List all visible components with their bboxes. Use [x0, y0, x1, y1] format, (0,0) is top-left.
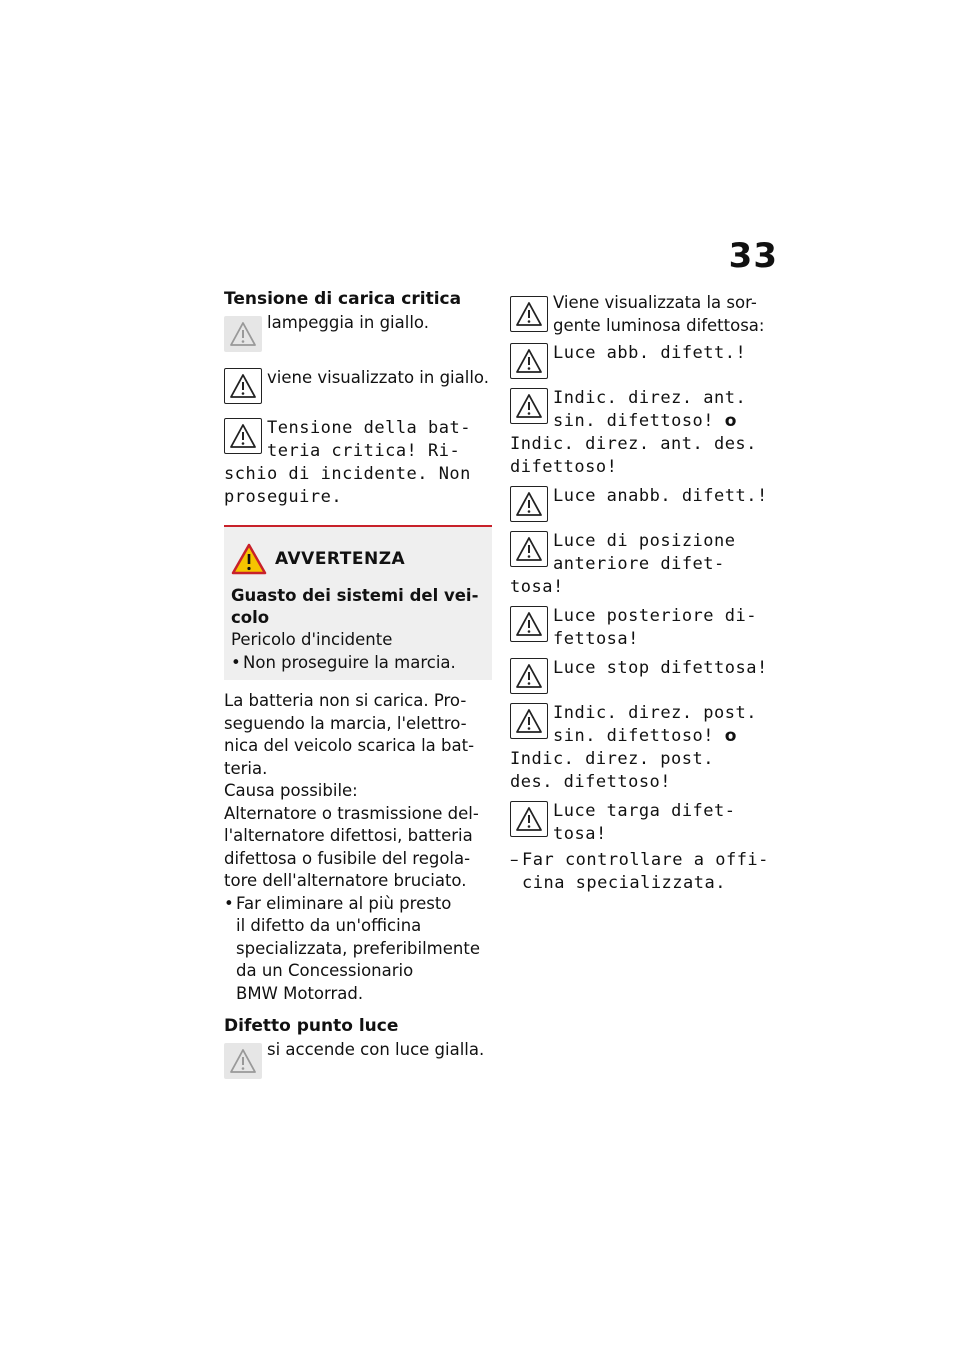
display-message-battery: Tensione della bat- teria critica! Ri- schio di incidente. Non proseguire. [224, 418, 471, 507]
warning-triangle-icon [224, 418, 262, 454]
warning-triangle-icon [510, 296, 548, 332]
warning-triangle-icon [510, 343, 548, 379]
warning-triangle-icon [510, 658, 548, 694]
display-message: Luce posteriore di- fettosa! [510, 602, 785, 651]
warning-triangle-icon [510, 703, 548, 739]
display-message: Luce targa difet- tosa! [510, 797, 785, 846]
body-text: La batteria non si carica. Pro- seguendo la marcia, l'elettro- nica del veicolo scarica la bat- teria. Causa possibile: Alternatore o trasmissione del- l'alternatore difettosi, batteria difettosa o fusibile del regola- tore dell'alternatore bruciato. [224, 691, 479, 890]
message-list [510, 339, 785, 846]
display-message: Luce stop difettosa! [510, 654, 785, 696]
warning-triangle-icon [510, 801, 548, 837]
page-number: 33 [728, 236, 778, 276]
display-message: Luce di posizione anteriore difet- tosa! [510, 531, 736, 597]
final-instruction: – Far controllare a offi- cina specializzata. [510, 849, 785, 895]
display-message: Luce anabb. difett.! [510, 482, 785, 524]
warning-triangle-icon [510, 606, 548, 642]
indicator-row-blinking: lampeggia in giallo. [224, 312, 492, 354]
warning-box [224, 525, 492, 680]
warning-triangle-icon [510, 531, 548, 567]
warning-triangle-icon [224, 316, 262, 352]
warning-triangle-icon [224, 368, 262, 404]
warning-triangle-icon [510, 388, 548, 424]
warning-bullet: • Non proseguire la marcia. [231, 652, 484, 675]
warning-triangle-icon [510, 486, 548, 522]
indicator-row-yellow: si accende con luce gialla. [224, 1039, 492, 1081]
section-heading-light: Difetto punto luce [224, 1016, 399, 1036]
warning-risk: Pericolo d'incidente [231, 630, 393, 649]
display-message: Indic. direz. post. sin. difettoso! o Indic. direz. post. des. difettoso! [510, 703, 757, 792]
action-bullet: • Far eliminare al più presto il difetto da un'officina specializzata, preferibilmente da un Concessionario BMW Motorrad. [224, 893, 492, 1006]
right-column [510, 292, 785, 895]
display-message: Indic. direz. ant. sin. difettoso! o Indic. direz. ant. des. difettoso! [510, 388, 757, 477]
warning-triangle-icon [231, 543, 267, 575]
warning-subtitle: Guasto dei sistemi del vei- colo [231, 586, 479, 627]
warning-triangle-icon [224, 1043, 262, 1079]
indicator-row-displayed: viene visualizzato in giallo. [224, 364, 492, 406]
display-message: Luce abb. difett.! [510, 339, 785, 381]
section-heading-charge: Tensione di carica critica [224, 289, 462, 309]
intro-row: Viene visualizzata la sor- gente luminosa difettosa: [510, 292, 785, 337]
left-column [224, 288, 492, 1081]
warning-title: AVVERTENZA [275, 549, 406, 569]
